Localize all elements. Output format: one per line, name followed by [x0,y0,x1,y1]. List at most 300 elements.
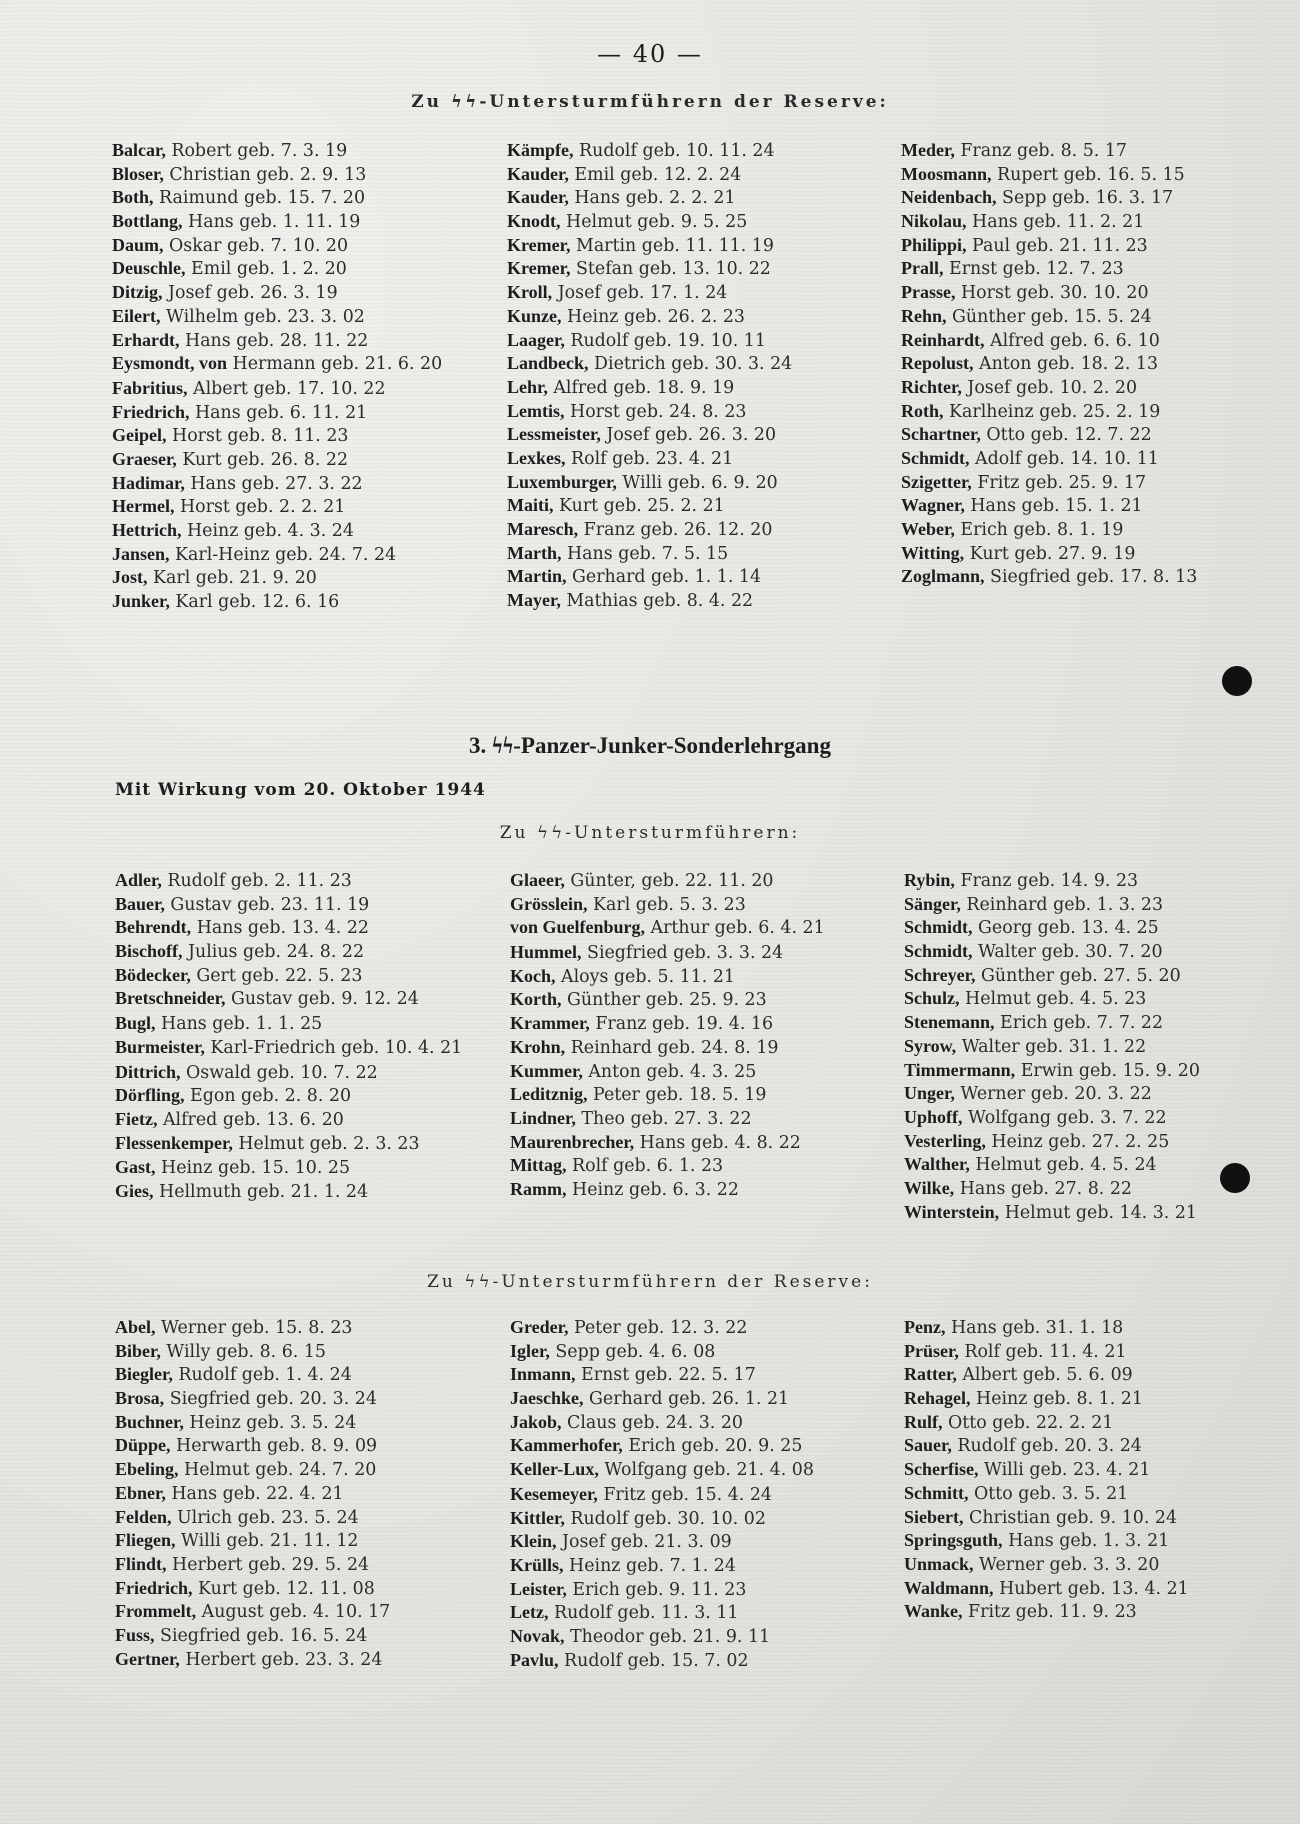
list-item [510,1530,814,1554]
list-item [904,1506,1189,1530]
surname: Hadimar, [112,472,185,493]
list-item [510,988,825,1012]
given-name-and-birthdate: Kurt geb. 26. 8. 22 [176,449,349,470]
list-item [112,352,442,377]
list-item [507,518,792,542]
surname: Maiti, [507,495,554,516]
given-name-and-birthdate: Aloys geb. 5. 11. 21 [555,966,735,987]
list-item [901,210,1197,234]
surname: Landbeck, [507,353,589,374]
list-item [904,1316,1189,1340]
surname: Ebeling, [115,1459,179,1480]
list-item [112,281,442,305]
given-name-and-birthdate: Oswald geb. 10. 7. 22 [180,1062,378,1083]
given-name-and-birthdate: Franz geb. 14. 9. 23 [954,871,1139,891]
list-item [904,1482,1189,1506]
list-item [510,941,825,965]
list-item [115,1340,390,1364]
surname: Prüser, [904,1340,959,1361]
list-item [112,305,442,329]
given-name-and-birthdate: Horst geb. 24. 8. 23 [564,401,747,422]
list-item [510,1036,825,1060]
list-a-col3 [901,139,1197,589]
given-name-and-birthdate: Günther geb. 25. 9. 23 [561,990,767,1011]
list-item [115,916,462,940]
given-name-and-birthdate: Josef geb. 21. 3. 09 [556,1532,732,1553]
surname: Novak, [510,1625,565,1646]
given-name-and-birthdate: Albert geb. 17. 10. 22 [187,378,386,399]
surname: Jaeschke, [510,1388,584,1409]
given-name-and-birthdate: Horst geb. 8. 11. 23 [166,426,349,447]
given-name-and-birthdate: Ernst geb. 12. 7. 23 [943,259,1124,280]
given-name-and-birthdate: Hermann geb. 21. 6. 20 [227,354,443,375]
list-item [507,305,792,329]
surname: Frommelt, [115,1601,197,1622]
list-item [507,186,792,210]
list-item [507,329,792,353]
given-name-and-birthdate: Peter geb. 12. 3. 22 [568,1318,748,1338]
list-item [507,423,792,447]
given-name-and-birthdate: Claus geb. 24. 3. 20 [561,1412,743,1433]
list-item [115,1316,390,1340]
given-name-and-birthdate: Rupert geb. 16. 5. 15 [991,164,1185,185]
given-name-and-birthdate: Hans geb. 31. 1. 18 [945,1318,1124,1338]
surname: Repolust, [901,353,974,374]
list-item [112,495,442,519]
surname: Junker, [112,591,170,612]
given-name-and-birthdate: Josef geb. 26. 3. 19 [162,283,338,304]
given-name-and-birthdate: Otto geb. 22. 2. 21 [942,1412,1114,1433]
given-name-and-birthdate: Rudolf geb. 2. 11. 23 [161,871,352,891]
surname: Eysmondt, von [112,353,228,374]
list-item [904,1577,1189,1601]
surname: Lexkes, [507,447,566,468]
surname: Kremer, [507,234,571,255]
surname: Krohn, [510,1036,566,1057]
given-name-and-birthdate: Reinhard geb. 24. 8. 19 [565,1037,779,1058]
surname: Letz, [510,1602,549,1623]
surname: Schmidt, [904,941,973,962]
surname: Burmeister, [115,1036,205,1057]
list-item [510,1178,825,1202]
given-name-and-birthdate: Karlheinz geb. 25. 2. 19 [943,401,1161,422]
given-name-and-birthdate: Helmut geb. 24. 7. 20 [178,1460,377,1481]
surname: Dörfling, [115,1085,185,1106]
list-item [112,519,442,543]
list-item [507,471,792,495]
surname: Ebner, [115,1482,166,1503]
given-name-and-birthdate: Karl-Heinz geb. 24. 7. 24 [169,544,397,565]
list-item [115,1553,390,1577]
surname: Balcar, [112,140,166,160]
given-name-and-birthdate: Adolf geb. 14. 10. 11 [969,448,1159,469]
surname: Lemtis, [507,400,565,421]
given-name-and-birthdate: Willi geb. 21. 11. 12 [175,1531,359,1552]
surname: Hettrich, [112,520,182,541]
given-name-and-birthdate: Dietrich geb. 30. 3. 24 [588,354,793,375]
list-c-col3 [904,1316,1189,1624]
surname: Geipel, [112,425,167,446]
surname: Inmann, [510,1364,576,1385]
list-item [901,281,1197,305]
surname: Siebert, [904,1506,964,1527]
surname: Schulz, [904,988,960,1009]
list-item [115,1506,390,1530]
surname: Lindner, [510,1107,576,1128]
surname: Felden, [115,1506,172,1527]
list-item [507,494,792,518]
surname: Meder, [901,140,955,160]
given-name-and-birthdate: Günther geb. 27. 5. 20 [975,965,1181,986]
list-item [901,423,1197,447]
list-item [510,893,825,917]
list-item [510,1458,814,1483]
surname: Koch, [510,965,556,986]
surname: Friedrich, [112,401,190,422]
surname: Flindt, [115,1553,167,1574]
surname: Maurenbrecher, [510,1131,635,1152]
surname: Szigetter, [901,471,972,492]
given-name-and-birthdate: Theo geb. 27. 3. 22 [575,1108,752,1129]
list-item [112,448,442,472]
given-name-and-birthdate: Wolfgang geb. 3. 7. 22 [962,1107,1167,1128]
list-item [115,1624,390,1648]
surname: Kauder, [507,187,569,208]
surname: Schartner, [901,424,981,445]
surname: Bloser, [112,163,164,184]
given-name-and-birthdate: Hans geb. 2. 2. 21 [568,188,736,209]
surname: Jansen, [112,543,170,564]
list-c-col1 [115,1316,390,1671]
given-name-and-birthdate: Heinz geb. 15. 10. 25 [155,1158,351,1179]
list-item [115,1482,390,1506]
surname: Ditzig, [112,282,163,303]
list-item [901,447,1197,471]
surname: Knodt, [507,211,561,232]
given-name-and-birthdate: Heinz geb. 6. 3. 22 [566,1179,739,1200]
list-item [510,1601,814,1625]
given-name-and-birthdate: Georg geb. 13. 4. 25 [972,918,1159,939]
list-item [510,1554,814,1578]
given-name-and-birthdate: Hans geb. 6. 11. 21 [189,402,368,423]
given-name-and-birthdate: Herwarth geb. 8. 9. 09 [170,1436,378,1457]
surname: Vesterling, [904,1130,986,1151]
given-name-and-birthdate: Hellmuth geb. 21. 1. 24 [153,1181,369,1202]
surname: Biegler, [115,1364,173,1385]
surname: Bödecker, [115,964,191,985]
surname: Kunze, [507,305,562,326]
surname: Neidenbach, [901,187,997,208]
list-item [510,1363,814,1387]
list-item [510,1107,825,1131]
list-item [904,964,1200,988]
list-item [904,1363,1189,1387]
surname: Kesemeyer, [510,1483,598,1504]
list-item [507,163,792,187]
list-item [510,1154,825,1178]
list-item [510,1649,814,1673]
list-item [904,1059,1200,1083]
surname: Daum, [112,234,164,255]
surname: Lessmeister, [507,424,601,445]
list-item [115,869,462,893]
list-item [901,139,1197,163]
surname: Behrendt, [115,917,192,938]
list-item [901,542,1197,566]
list-item [115,1012,462,1036]
list-item [904,1529,1189,1553]
list-item [507,376,792,400]
surname: Krülls, [510,1554,564,1575]
list-item [901,376,1197,400]
surname: Hummel, [510,942,582,963]
surname: Stenemann, [904,1012,995,1033]
given-name-and-birthdate: Franz geb. 19. 4. 16 [589,1014,774,1035]
surname: Roth, [901,400,944,421]
list-item [507,139,792,163]
list-item [904,893,1200,917]
surname: Flessenkemper, [115,1132,233,1153]
surname: Prall, [901,258,944,279]
given-name-and-birthdate: Heinz geb. 26. 2. 23 [561,306,746,327]
effective-date: Mit Wirkung vom 20. Oktober 1944 [115,780,486,800]
list-item [115,1084,462,1108]
surname: Timmermann, [904,1059,1016,1080]
given-name-and-birthdate: Rolf geb. 11. 4. 21 [958,1341,1127,1362]
list-item [510,965,825,989]
surname: Witting, [901,542,965,563]
given-name-and-birthdate: Willi geb. 6. 9. 20 [616,472,778,493]
list-item [904,1553,1189,1577]
list-item [507,589,792,613]
given-name-and-birthdate: Ernst geb. 22. 5. 17 [575,1365,756,1386]
surname: Brosa, [115,1388,165,1409]
list-item [115,940,462,964]
list-item [115,1648,390,1672]
given-name-and-birthdate: Hans geb. 15. 1. 21 [964,496,1143,517]
surname: Bretschneider, [115,988,226,1009]
surname: Nikolau, [901,211,967,232]
surname: Rehn, [901,305,947,326]
list-item [904,869,1200,893]
list-item [115,1387,390,1411]
surname: Sauer, [904,1435,952,1456]
list-item [112,590,442,614]
given-name-and-birthdate: Hans geb. 27. 8. 22 [954,1178,1132,1199]
list-item [507,542,792,566]
given-name-and-birthdate: August geb. 4. 10. 17 [196,1602,391,1623]
given-name-and-birthdate: Erich geb. 9. 11. 23 [566,1579,747,1600]
surname: Korth, [510,989,562,1010]
given-name-and-birthdate: Siegfried geb. 16. 5. 24 [154,1625,368,1646]
given-name-and-birthdate: Otto geb. 12. 7. 22 [980,425,1152,446]
given-name-and-birthdate: Rolf geb. 23. 4. 21 [565,448,734,469]
surname: Kammerhofer, [510,1435,623,1456]
given-name-and-birthdate: Walter geb. 30. 7. 20 [972,942,1163,963]
surname: Marth, [507,542,562,563]
given-name-and-birthdate: Sepp geb. 16. 3. 17 [996,188,1174,209]
surname: Klein, [510,1531,557,1552]
given-name-and-birthdate: Kurt geb. 25. 2. 21 [553,496,725,517]
surname: Schmidt, [904,917,973,938]
list-item [510,1340,814,1364]
list-item [112,234,442,258]
given-name-and-birthdate: Siegfried geb. 17. 8. 13 [984,567,1198,588]
given-name-and-birthdate: Erich geb. 7. 7. 22 [994,1013,1164,1034]
given-name-and-birthdate: Oskar geb. 7. 10. 20 [163,235,349,256]
surname: von Guelfenburg, [510,917,646,938]
surname: Bottlang, [112,211,183,232]
list-item [510,1012,825,1036]
given-name-and-birthdate: Helmut geb. 9. 5. 25 [560,212,748,233]
surname: Philippi, [901,234,967,255]
given-name-and-birthdate: Sepp geb. 4. 6. 08 [549,1341,716,1362]
given-name-and-birthdate: Helmut geb. 14. 3. 21 [999,1202,1197,1223]
list-item [904,1106,1200,1130]
surname: Friedrich, [115,1577,193,1598]
given-name-and-birthdate: Rudolf geb. 30. 10. 02 [564,1508,766,1529]
surname: Mittag, [510,1155,567,1176]
surname: Eilert, [112,305,161,326]
surname: Keller-Lux, [510,1459,599,1480]
surname: Schmidt, [901,447,970,468]
list-a-col2 [507,139,792,613]
given-name-and-birthdate: Rolf geb. 6. 1. 23 [566,1156,724,1177]
punch-hole-mark [1220,1163,1250,1193]
given-name-and-birthdate: Wilhelm geb. 23. 3. 02 [160,306,365,327]
list-item [115,964,462,988]
surname: Gast, [115,1157,156,1178]
given-name-and-birthdate: Gerhard geb. 1. 1. 14 [566,567,762,588]
given-name-and-birthdate: Gerhard geb. 26. 1. 21 [583,1389,790,1410]
given-name-and-birthdate: Willy geb. 8. 6. 15 [160,1341,326,1362]
given-name-and-birthdate: Stefan geb. 13. 10. 22 [570,259,771,280]
surname: Martin, [507,566,567,587]
given-name-and-birthdate: Siegfried geb. 3. 3. 24 [581,943,784,964]
list-item [112,210,442,234]
given-name-and-birthdate: Rudolf geb. 15. 7. 02 [558,1650,749,1671]
list-item [510,916,825,941]
surname: Hermel, [112,496,175,517]
surname: Pavlu, [510,1649,559,1670]
given-name-and-birthdate: Josef geb. 17. 1. 24 [552,283,728,304]
given-name-and-birthdate: Werner geb. 3. 3. 20 [973,1554,1160,1575]
surname: Kroll, [507,282,553,303]
section-title: 3. ϟϟ-Panzer-Junker-Sonderlehrgang [469,733,831,758]
given-name-and-birthdate: Erich geb. 8. 1. 19 [954,520,1124,540]
punch-hole-mark [1222,666,1252,696]
given-name-and-birthdate: Rudolf geb. 1. 4. 24 [172,1365,352,1386]
list-item [115,1132,462,1157]
list-item [507,400,792,424]
list-item [507,352,792,376]
surname: Both, [112,187,154,208]
list-item [112,566,442,590]
list-item [901,518,1197,542]
given-name-and-birthdate: Josef geb. 26. 3. 20 [600,425,777,446]
given-name-and-birthdate: Herbert geb. 23. 3. 24 [179,1649,383,1670]
list-item [112,377,442,401]
surname: Wanke, [904,1601,963,1622]
surname: Kummer, [510,1060,583,1081]
given-name-and-birthdate: Gustav geb. 9. 12. 24 [225,989,419,1010]
surname: Luxemburger, [507,471,617,492]
list-item [904,1130,1200,1154]
surname: Fuss, [115,1624,155,1645]
surname: Gies, [115,1180,154,1201]
list-item [115,1600,390,1624]
given-name-and-birthdate: Paul geb. 21. 11. 23 [966,235,1148,256]
given-name-and-birthdate: Fritz geb. 25. 9. 17 [971,472,1147,493]
surname: Buchner, [115,1411,184,1432]
list-item [510,869,825,893]
given-name-and-birthdate: Werner geb. 15. 8. 23 [155,1318,353,1338]
given-name-and-birthdate: Emil geb. 1. 2. 20 [185,259,347,280]
given-name-and-birthdate: Christian geb. 9. 10. 24 [963,1507,1178,1528]
list-item [904,1411,1189,1435]
given-name-and-birthdate: Rudolf geb. 10. 11. 24 [573,141,775,161]
list-item [115,1411,390,1435]
given-name-and-birthdate: Hans geb. 1. 1. 25 [155,1014,323,1035]
surname: Sänger, [904,893,961,914]
list-a-col1 [112,139,442,614]
given-name-and-birthdate: Martin geb. 11. 11. 19 [570,235,774,256]
given-name-and-birthdate: Helmut geb. 4. 5. 24 [969,1155,1157,1176]
list-item [115,1180,462,1204]
list-item [510,1387,814,1411]
surname: Leister, [510,1578,567,1599]
given-name-and-birthdate: Heinz geb. 4. 3. 24 [181,521,354,542]
list-item [115,1529,390,1553]
surname: Glaeer, [510,870,565,890]
list-item [510,1083,825,1107]
surname: Krammer, [510,1013,590,1034]
list-item [115,893,462,917]
given-name-and-birthdate: Gustav geb. 23. 11. 19 [164,894,370,915]
list-item [510,1483,814,1507]
surname: Waldmann, [904,1577,994,1598]
surname: Kittler, [510,1507,565,1528]
given-name-and-birthdate: Rudolf geb. 11. 3. 11 [548,1603,739,1624]
given-name-and-birthdate: Hans geb. 22. 4. 21 [165,1483,344,1504]
list-b-col2 [510,869,825,1202]
given-name-and-birthdate: Josef geb. 10. 2. 20 [961,377,1138,398]
list-item [510,1625,814,1649]
given-name-and-birthdate: Erwin geb. 15. 9. 20 [1015,1060,1200,1081]
given-name-and-birthdate: Raimund geb. 15. 7. 20 [153,188,366,209]
given-name-and-birthdate: Willi geb. 23. 4. 21 [978,1460,1151,1481]
given-name-and-birthdate: Ulrich geb. 23. 5. 24 [171,1507,359,1528]
list-item [115,1156,462,1180]
list-item [901,329,1197,353]
list-item [112,163,442,187]
page-number: — 40 — [597,40,703,68]
surname: Kauder, [507,163,569,184]
given-name-and-birthdate: Albert geb. 5. 6. 09 [956,1365,1133,1386]
heading-untersturm: Zu ϟϟ-Untersturmführern: [499,823,801,843]
given-name-and-birthdate: Julius geb. 24. 8. 22 [182,942,365,963]
surname: Fliegen, [115,1530,176,1551]
list-item [904,1600,1189,1624]
given-name-and-birthdate: Hans geb. 11. 2. 21 [966,212,1145,233]
heading-reserve-top: Zu ϟϟ-Untersturmführern der Reserve: [411,92,889,112]
surname: Grösslein, [510,893,588,914]
list-item [904,940,1200,964]
list-b-col1 [115,869,462,1204]
given-name-and-birthdate: Kurt geb. 27. 9. 19 [964,543,1136,564]
given-name-and-birthdate: Heinz geb. 3. 5. 24 [183,1412,357,1433]
given-name-and-birthdate: Karl geb. 12. 6. 16 [169,592,340,613]
